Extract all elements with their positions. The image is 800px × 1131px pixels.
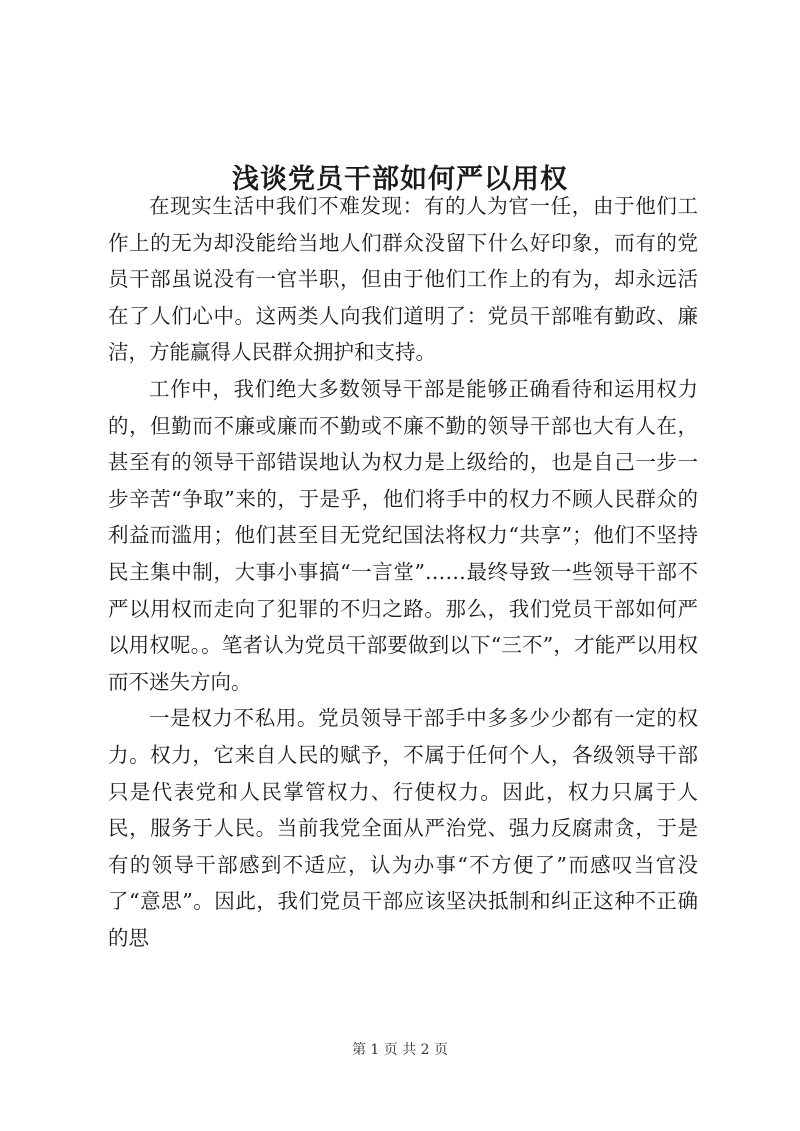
paragraph-1: 在现实生活中我们不难发现：有的人为官一任，由于他们工作上的无为却没能给当地人们群众没留下什么好印象，而有的党员干部虽说没有一官半职，但由于他们工作上的有为，却永远活在了人们心中。这两类人向我们道明了：党员干部唯有勤政、廉洁，方能赢得人民群众拥护和支持。 bbox=[108, 194, 698, 365]
page-number-footer: 第 1 页 共 2 页 bbox=[351, 1042, 449, 1058]
document-body bbox=[108, 188, 698, 956]
document-title: 浅谈党员干部如何严以用权 bbox=[232, 164, 568, 196]
paragraph-2: 工作中，我们绝大多数领导干部是能够正确看待和运用权力的，但勤而不廉或廉而不勤或不廉不勤的领导干部也大有人在，甚至有的领导干部错误地认为权力是上级给的，也是自己一步一步辛苦“争取”来的，于是乎，他们将手中的权力不顾人民群众的利益而滥用；他们甚至目无党纪国法将权力“共享”；他们不坚持民主集中制，大事小事搞“一言堂”……最终导致一些领导干部不严以用权而走向了犯罪的不归之路。那么，我们党员干部如何严以用权呢。。笔者认为党员干部要做到以下“三不”，才能严以用权而不迷失方向。 bbox=[108, 376, 698, 694]
paragraph-3: 一是权力不私用。党员领导干部手中多多少少都有一定的权力。权力，它来自人民的赋予，不属于任何个人，各级领导干部只是代表党和人民掌管权力、行使权力。因此，权力只属于人民，服务于人民。当前我党全面从严治党、强力反腐肃贪，于是有的领导干部感到不适应，认为办事“不方便了”而感叹当官没了“意思”。因此，我们党员干部应该坚决抵制和纠正这种不正确的思 bbox=[108, 706, 698, 950]
